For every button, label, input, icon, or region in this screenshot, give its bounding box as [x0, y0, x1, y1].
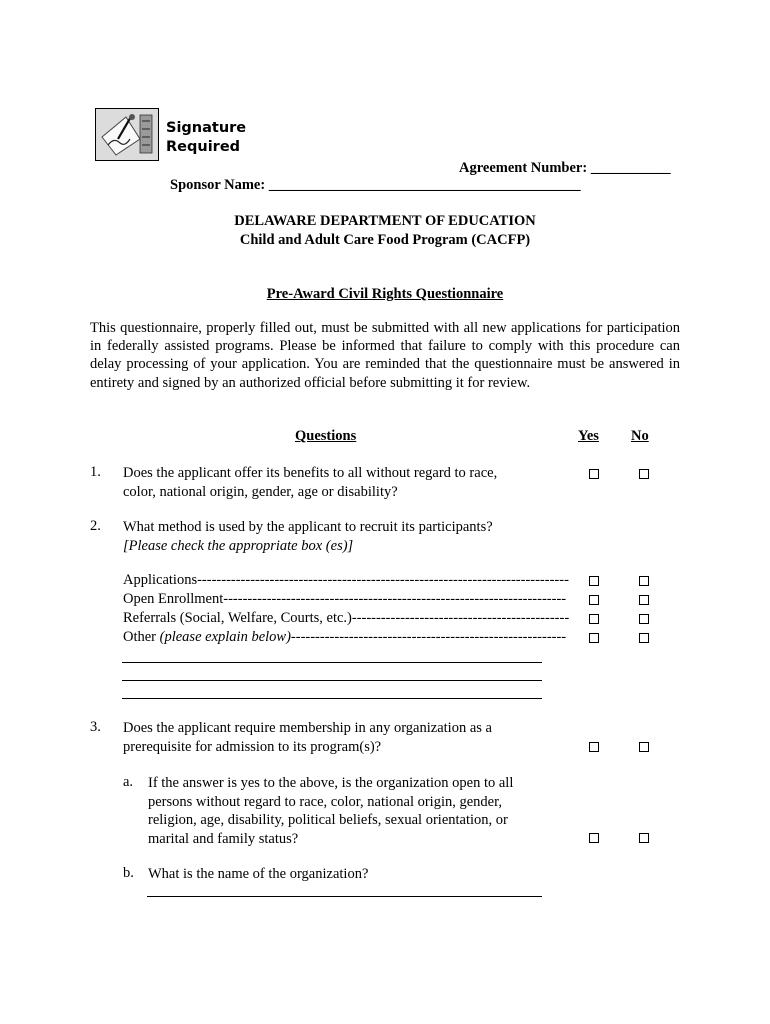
q3a-no-checkbox[interactable]: [639, 833, 649, 843]
q1-line1: Does the applicant offer its benefits to all without regard to race,: [123, 465, 498, 481]
q3b-text: What is the name of the organization?: [148, 866, 369, 882]
q2-line2: [Please check the appropriate box (es)]: [123, 537, 354, 554]
q2-text: [123, 518, 493, 555]
q3a-line2: persons without regard to race, color, national origin, gender,: [148, 793, 502, 810]
q1-number: 1.: [90, 464, 101, 480]
q1-line2: color, national origin, gender, age or disability?: [123, 483, 398, 500]
q3b-label: b.: [123, 865, 134, 881]
q1-text: [123, 464, 497, 501]
agreement-number-field[interactable]: ___________: [590, 160, 671, 176]
q2-other-dashes: ---------------------------------------------------------: [290, 629, 567, 645]
sponsor-name-label: Sponsor Name:: [170, 177, 266, 193]
q2-other-yes-checkbox[interactable]: [589, 633, 599, 643]
q2-applications-no-checkbox[interactable]: [639, 576, 649, 586]
q2-referrals-no-checkbox[interactable]: [639, 614, 649, 624]
q3-line2: prerequisite for admission to its program(s)?: [123, 738, 382, 755]
q2-option-other: [123, 629, 587, 646]
signature-label-line2: Required: [166, 139, 241, 155]
q3a-yes-checkbox[interactable]: [589, 833, 599, 843]
intro-paragraph: This questionnaire, properly filled out, must be submitted with all new applications for participation in federally assisted programs. Please be informed that failure to comply with this procedure can delay processing of your application. You are reminded that the questionnaire must be answered in entirety and signed by an authorized official before submitting it for review.: [90, 320, 680, 391]
q1-yes-checkbox[interactable]: [589, 469, 599, 479]
q3a-line4: marital and family status?: [148, 830, 299, 847]
q2-line1: What method is used by the applicant to recruit its participants?: [123, 519, 493, 535]
questions-header: Questions: [295, 428, 357, 444]
q2-open-enrollment-no-checkbox[interactable]: [639, 595, 649, 605]
q2-explain-line-1[interactable]: [122, 662, 542, 663]
sponsor-name-field[interactable]: ___________________________________________: [268, 177, 581, 193]
q2-explain-line-3[interactable]: [122, 698, 542, 699]
q3a-label: a.: [123, 774, 134, 790]
q2-number: 2.: [90, 518, 101, 534]
q3a-line3: religion, age, disability, political beliefs, sexual orientation, or: [148, 812, 508, 828]
signature-label-line1: Signature: [166, 120, 247, 136]
program-title: Child and Adult Care Food Program (CACFP): [239, 232, 531, 248]
signature-pen-icon: [96, 109, 158, 160]
signature-required-logo: [95, 108, 159, 161]
q3a-text: [148, 774, 513, 848]
q2-open-enrollment-yes-checkbox[interactable]: [589, 595, 599, 605]
q2-other-note: (please explain below): [159, 629, 291, 645]
q3-number: 3.: [90, 719, 101, 735]
q2-option-referrals: Referrals (Social, Welfare, Courts, etc.)---------------------------------------------: [123, 610, 570, 626]
q2-option-open-enrollment: Open Enrollment-----------------------------------------------------------------------: [123, 591, 567, 607]
q3b-answer-line[interactable]: [147, 896, 542, 897]
q2-applications-yes-checkbox[interactable]: [589, 576, 599, 586]
q2-referrals-yes-checkbox[interactable]: [589, 614, 599, 624]
q2-explain-line-2[interactable]: [122, 680, 542, 681]
agreement-number-label: Agreement Number:: [459, 160, 588, 176]
form-title: Pre-Award Civil Rights Questionnaire: [266, 286, 504, 302]
q3-yes-checkbox[interactable]: [589, 742, 599, 752]
q3-text: [123, 719, 492, 756]
yes-header: Yes: [578, 428, 599, 444]
q2-option-applications: Applications-----------------------------------------------------------------------------: [123, 572, 569, 588]
department-title: DELAWARE DEPARTMENT OF EDUCATION: [234, 213, 536, 229]
q2-other-label: Other: [123, 629, 160, 645]
q3-no-checkbox[interactable]: [639, 742, 649, 752]
q2-other-no-checkbox[interactable]: [639, 633, 649, 643]
no-header: No: [631, 428, 649, 444]
signature-required-label: [166, 119, 246, 157]
q1-no-checkbox[interactable]: [639, 469, 649, 479]
agreement-number-row: [459, 160, 671, 177]
q3-line1: Does the applicant require membership in any organization as a: [123, 720, 492, 736]
q3a-line1: If the answer is yes to the above, is the organization open to all: [148, 775, 514, 791]
sponsor-name-row: [170, 177, 581, 194]
